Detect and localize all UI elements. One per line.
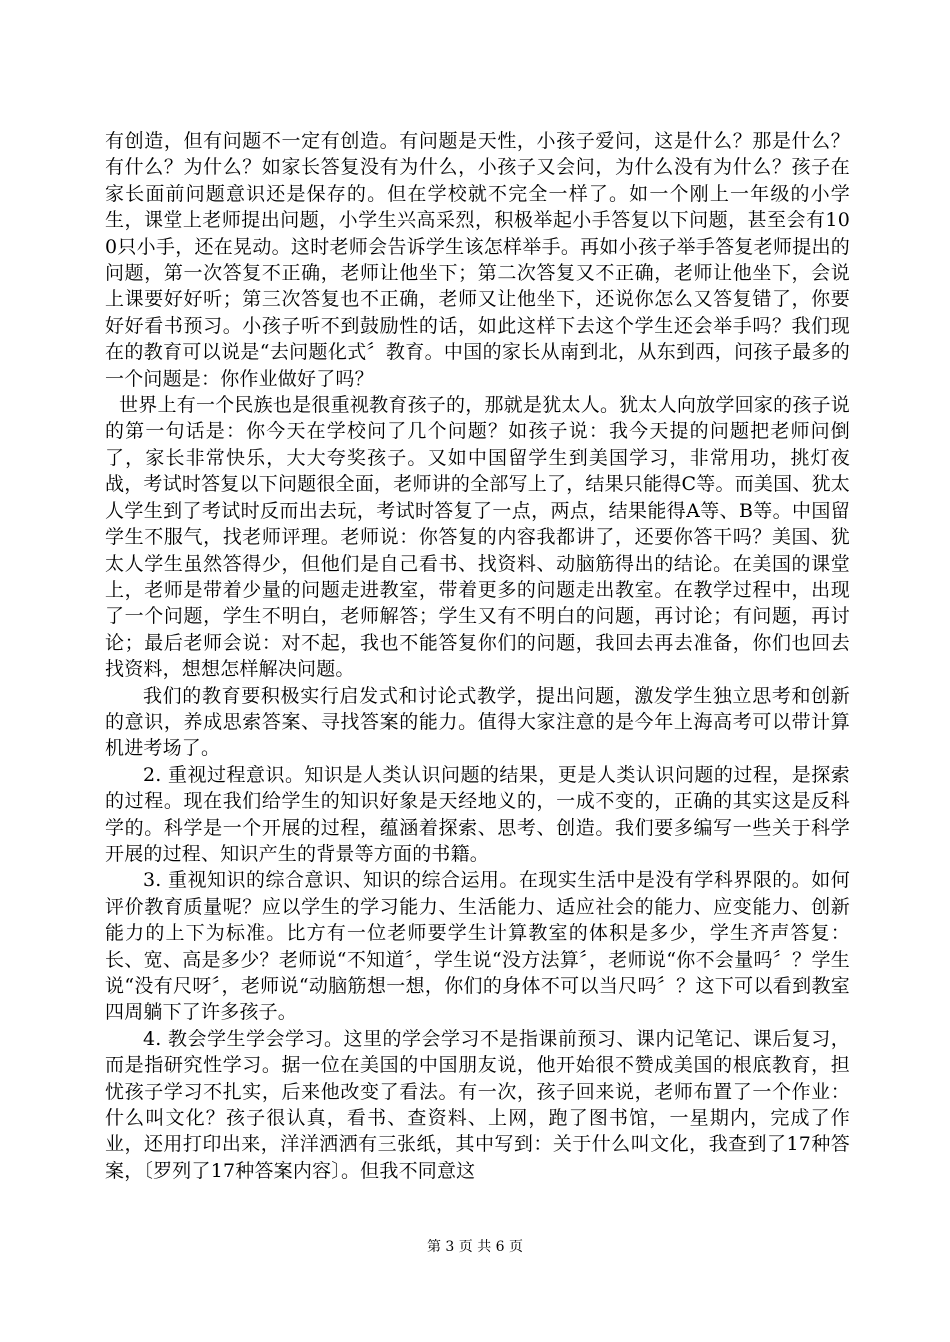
document-body (105, 128, 850, 1184)
paragraph: 3. 重视知识的综合意识、知识的综合运用。在现实生活中是没有学科界限的。如何评价教育质量呢？应以学生的学习能力、生活能力、适应社会的能力、应变能力、创新能力的上下为标准。比方有一位老师要学生计算教室的体积是多少，学生齐声答复：长、宽、高是多少？老师说“不知道〞，学生说“没方法算〞，老师说“你不会量吗〞？学生说“没有尺呀〞，老师说“动脑筋想一想，你们的身体不可以当尺吗〞？这下可以看到教室四周躺下了许多孩子。 (105, 869, 850, 1024)
page-number-footer: 第 3 页 共 6 页 (426, 1239, 524, 1255)
paragraph: 我们的教育要积极实行启发式和讨论式教学，提出问题，激发学生独立思考和创新的意识，养成思索答案、寻找答案的能力。值得大家注意的是今年上海高考可以带计算机进考场了。 (105, 684, 850, 760)
paragraph: 世界上有一个民族也是很重视教育孩子的，那就是犹太人。犹太人向放学回家的孩子说的第一句话是：你今天在学校问了几个问题？如孩子说：我今天提的问题把老师问倒了，家长非常快乐，大大夸奖孩子。又如中国留学生到美国学习，非常用功，挑灯夜战，考试时答复以下问题很全面，老师讲的全部写上了，结果只能得C等。而美国、犹太人学生到了考试时反而出去玩，考试时答复了一点，两点，结果能得A等、B等。中国留学生不服气，找老师评理。老师说：你答复的内容我都讲了，还要你答干吗？美国、犹太人学生虽然答得少，但他们是自己看书、找资料、动脑筋得出的结论。在美国的课堂上，老师是带着少量的问题走进教室，带着更多的问题走出教室。在教学过程中，出现了一个问题，学生不明白，老师解答；学生又有不明白的问题，再讨论；有问题，再讨论；最后老师会说：对不起，我也不能答复你们的问题，我回去再去准备，你们也回去找资料，想想怎样解决问题。 (105, 394, 850, 681)
paragraph: 有创造，但有问题不一定有创造。有问题是天性，小孩子爱问，这是什么？那是什么？有什么？为什么？如家长答复没有为什么，小孩子又会问，为什么没有为什么？孩子在家长面前问题意识还是保存的。但在学校就不完全一样了。如一个刚上一年级的小学生，课堂上老师提出问题，小学生兴高采烈，积极举起小手答复以下问题，甚至会有100只小手，还在晃动。这时老师会告诉学生该怎样举手。再如小孩子举手答复老师提出的问题，第一次答复不正确，老师让他坐下；第二次答复又不正确，老师让他坐下，会说上课要好好听；第三次答复也不正确，老师又让他坐下，还说你怎么又答复错了，你要好好看书预习。小孩子听不到鼓励性的话，如此这样下去这个学生还会举手吗？我们现在的教育可以说是“去问题化式〞教育。中国的家长从南到北，从东到西，问孩子最多的一个问题是：你作业做好了吗？ (105, 130, 850, 390)
paragraph: 2. 重视过程意识。知识是人类认识问题的结果，更是人类认识问题的过程，是探索的过程。现在我们给学生的知识好象是天经地义的，一成不变的，正确的其实这是反科学的。科学是一个开展的过程，蕴涵着探索、思考、创造。我们要多编写一些关于科学开展的过程、知识产生的背景等方面的书籍。 (105, 763, 850, 865)
paragraph: 4. 教会学生学会学习。这里的学会学习不是指课前预习、课内记笔记、课后复习，而是指研究性学习。据一位在美国的中国朋友说，他开始很不赞成美国的根底教育，担忧孩子学习不扎实，后来他改变了看法。有一次，孩子回来说，老师布置了一个作业：什么叫文化？孩子很认真，看书、查资料、上网，跑了图书馆，一星期内，完成了作业，还用打印出来，洋洋洒洒有三张纸，其中写到：关于什么叫文化，我查到了17种答案，〔罗列了17种答案内容〕。但我不同意这 (105, 1027, 850, 1182)
